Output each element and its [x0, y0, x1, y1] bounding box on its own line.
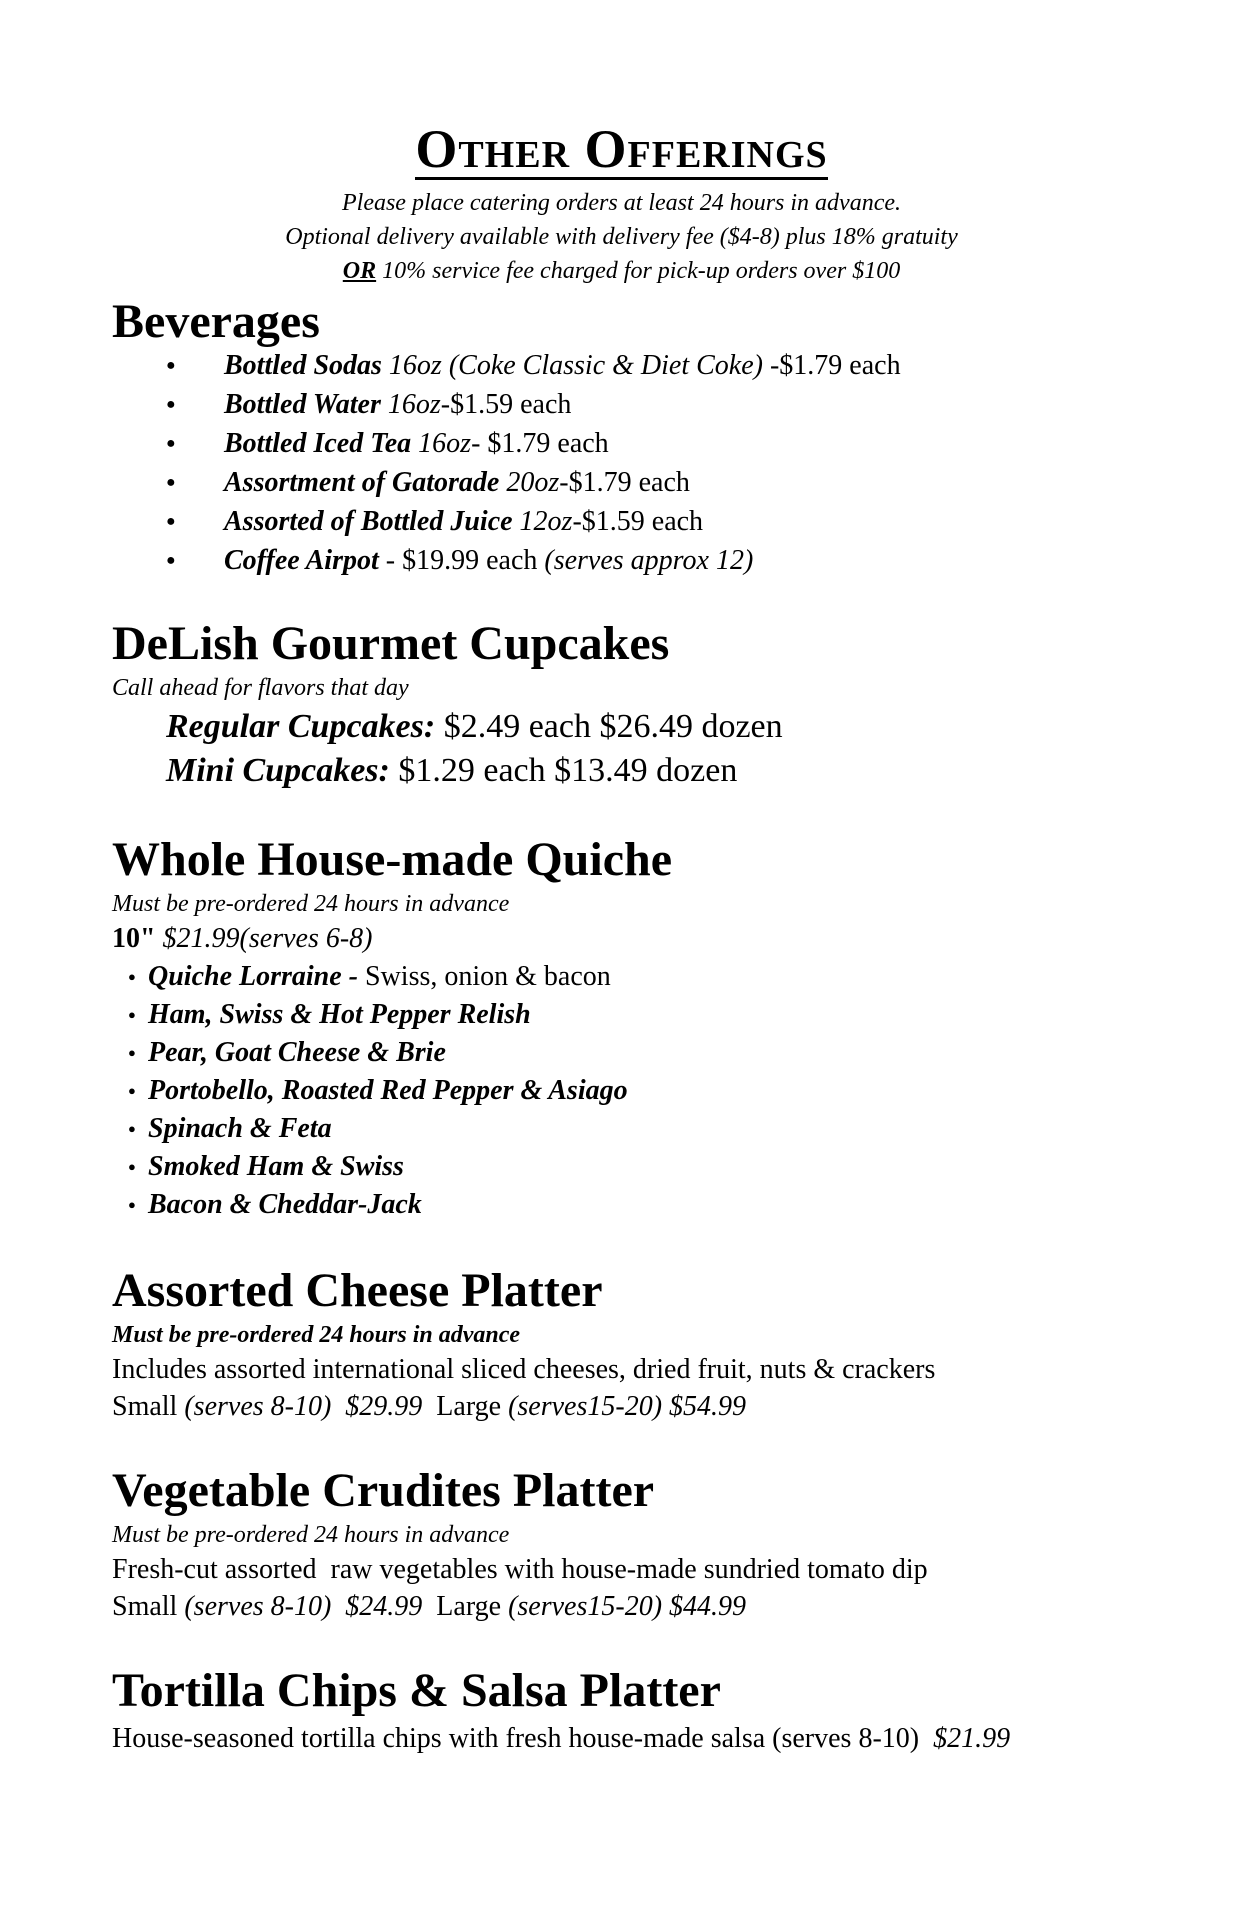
- list-item: ● Assorted of Bottled Juice 12oz-$1.59 each: [166, 502, 901, 541]
- section-subtitle: Must be pre-ordered 24 hours in advance: [112, 1322, 521, 1348]
- section-heading-chips: Tortilla Chips & Salsa Platter: [112, 1664, 721, 1717]
- mini-cupcakes-line: Mini Cupcakes: $1.29 each $13.49 dozen: [166, 752, 738, 789]
- veg-sizes: Small (serves 8-10) $24.99 Large (serves15-20) $44.99: [112, 1591, 747, 1622]
- notes-line: Please place catering orders at least 24 hours in advance.: [341, 190, 901, 216]
- list-item: ● Quiche Lorraine - Swiss, onion & bacon: [128, 958, 628, 996]
- veg-description: Fresh-cut assorted raw vegetables with house-made sundried tomato dip: [112, 1554, 928, 1585]
- or-label: OR: [342, 258, 377, 284]
- page-title: Other Offerings: [415, 119, 828, 179]
- list-item: ● Smoked Ham & Swiss: [128, 1148, 628, 1186]
- list-item: ● Spinach & Feta: [128, 1110, 628, 1148]
- list-item: ● Bottled Water 16oz-$1.59 each: [166, 385, 901, 424]
- list-item: ● Ham, Swiss & Hot Pepper Relish: [128, 996, 628, 1034]
- regular-cupcakes-line: Regular Cupcakes: $2.49 each $26.49 dozen: [166, 708, 783, 745]
- quiche-size-price: 10" $21.99(serves 6-8): [112, 923, 373, 954]
- list-item: ● Portobello, Roasted Red Pepper & Asiago: [128, 1072, 628, 1110]
- notes-line: OR 10% service fee charged for pick-up orders over $100: [342, 258, 901, 284]
- section-heading-cupcakes: DeLish Gourmet Cupcakes: [112, 617, 670, 670]
- notes-line: Optional delivery available with delivery fee ($4-8) plus 18% gratuity: [285, 224, 958, 250]
- catering-notes: [0, 186, 1243, 288]
- list-item: ● Bacon & Cheddar-Jack: [128, 1186, 628, 1224]
- section-heading-quiche: Whole House-made Quiche: [112, 833, 672, 886]
- section-heading-vegetables: Vegetable Crudites Platter: [112, 1464, 655, 1517]
- list-item: ● Assortment of Gatorade 20oz-$1.79 each: [166, 463, 901, 502]
- list-item: ● Bottled Iced Tea 16oz- $1.79 each: [166, 424, 901, 463]
- list-item: ● Pear, Goat Cheese & Brie: [128, 1034, 628, 1072]
- quiche-list: [128, 958, 628, 1224]
- section-heading-beverages: Beverages: [112, 295, 320, 348]
- section-subtitle: Must be pre-ordered 24 hours in advance: [112, 1522, 510, 1548]
- section-subtitle: Must be pre-ordered 24 hours in advance: [112, 891, 510, 917]
- cheese-sizes: Small (serves 8-10) $29.99 Large (serves15-20) $54.99: [112, 1391, 747, 1422]
- section-subtitle: Call ahead for flavors that day: [112, 675, 409, 701]
- cheese-description: Includes assorted international sliced cheeses, dried fruit, nuts & crackers: [112, 1354, 936, 1385]
- list-item: ● Bottled Sodas 16oz (Coke Classic & Diet Coke) -$1.79 each: [166, 346, 901, 385]
- section-heading-cheese: Assorted Cheese Platter: [112, 1264, 603, 1317]
- list-item: ● Coffee Airpot - $19.99 each (serves approx 12): [166, 541, 901, 580]
- chips-description: House-seasoned tortilla chips with fresh house-made salsa (serves 8-10) $21.99: [112, 1723, 1011, 1754]
- beverage-list: [166, 346, 901, 580]
